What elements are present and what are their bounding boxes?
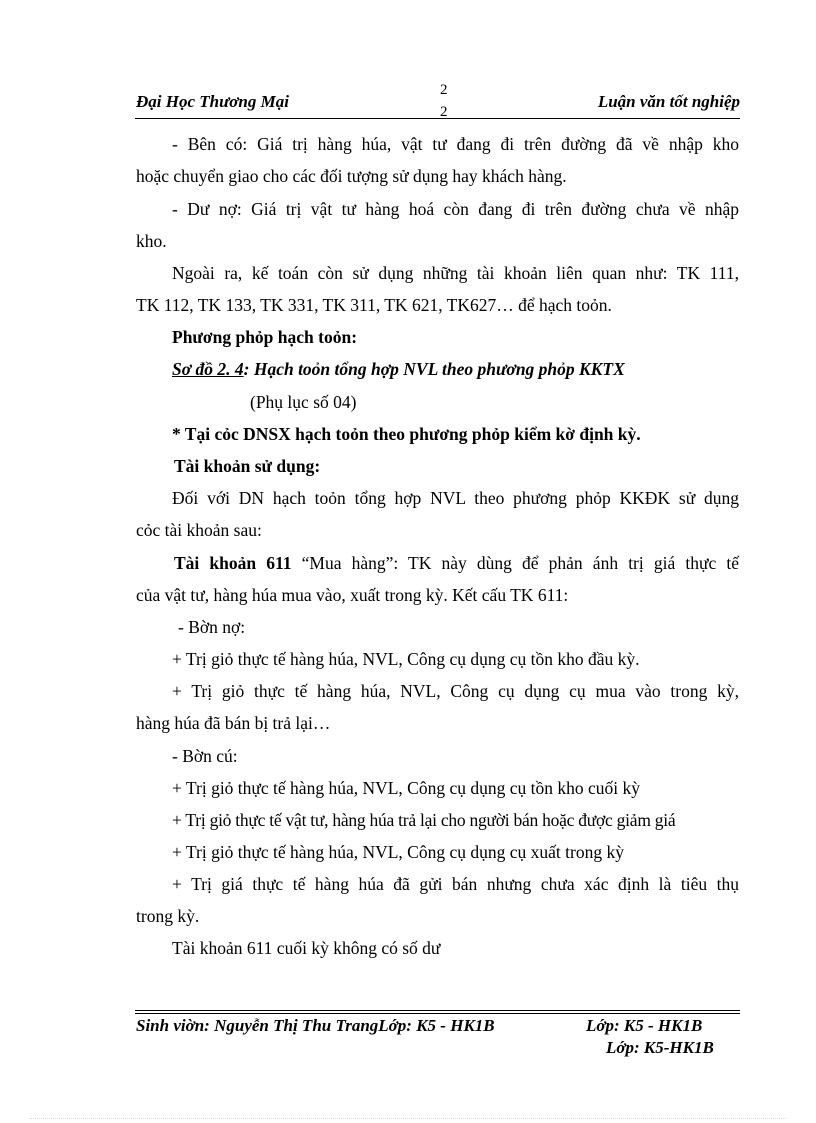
text-line: TK 112, TK 133, TK 331, TK 311, TK 621, TK627… để hạch toỏn. <box>136 295 612 315</box>
text-line: cỏc tài khoản sau: <box>136 520 262 540</box>
text-line: - Bờn nợ: <box>178 617 246 637</box>
section-heading: Phương phỏp hạch toỏn: <box>172 327 358 347</box>
text-line: - Bên có: Giá trị hàng húa, vật tư đang đi trên đường đã về nhập kho <box>172 134 739 154</box>
diagram-title: : Hạch toỏn tổng hợp NVL theo phương phỏp KKTX <box>243 359 625 379</box>
page-bottom-divider <box>30 1118 786 1119</box>
appendix-ref: (Phụ lục số 04) <box>250 392 357 412</box>
text-line: hoặc chuyển giao cho các đối tượng sử dụng hay khách hàng. <box>136 166 567 186</box>
section-heading: Tài khoản sử dụng: <box>174 456 321 476</box>
text-line: - Bờn cú: <box>172 746 238 766</box>
diagram-caption <box>136 353 739 385</box>
text-line: của vật tư, hàng húa mua vào, xuất trong kỳ. Kết cấu TK 611: <box>136 585 569 605</box>
footer-class: Lớp: K5 - HK1B <box>586 1016 703 1035</box>
page-number-top: 2 <box>440 82 448 98</box>
footer-class-repeat: Lớp: K5-HK1B <box>606 1038 714 1057</box>
diagram-ref: Sơ đồ 2. 4 <box>172 359 244 379</box>
footer-rule-bottom <box>135 1013 740 1014</box>
text-line: - Dư nợ: Giá trị vật tư hàng hoá còn đang đi trên đường chưa về nhập <box>172 199 739 219</box>
header-thesis-title: Luận văn tốt nghiệp <box>597 92 740 111</box>
text-line: kho. <box>136 231 167 251</box>
text-line: trong kỳ. <box>136 906 200 926</box>
page-number-bottom: 2 <box>440 104 448 120</box>
text-line: Ngoài ra, kế toán còn sử dụng những tài khoản liên quan như: TK 111, <box>172 263 739 283</box>
text-line: Tài khoản 611 “Mua hàng”: TK này dùng để phản ánh trị giá thực tế <box>174 553 739 573</box>
text-line: + Trị giỏ thực tế vật tư, hàng húa trả lại cho người bán hoặc được giảm giá <box>172 810 676 830</box>
section-heading: * Tại cỏc DNSX hạch toỏn theo phương phỏp kiểm kờ định kỳ. <box>172 424 641 444</box>
text-line: + Trị giỏ thực tế hàng húa, NVL, Công cụ dụng cụ mua vào trong kỳ, <box>172 681 739 701</box>
text-line: + Trị giỏ thực tế hàng húa, NVL, Công cụ dụng cụ tồn kho đầu kỳ. <box>172 649 640 669</box>
footer-student: Sinh viờn: Nguyễn Thị Thu TrangLớp: K5 - HK1B <box>136 1016 495 1035</box>
account-name: Tài khoản 611 <box>174 553 292 573</box>
text-line: + Trị giỏ thực tế hàng húa, NVL, Công cụ dụng cụ tồn kho cuối kỳ <box>172 778 640 798</box>
text-line: + Trị giỏ thực tế hàng húa, NVL, Công cụ dụng cụ xuất trong kỳ <box>172 842 624 862</box>
text-line: + Trị giá thực tế hàng húa đã gửi bán nhưng chưa xác định là tiêu thụ <box>172 874 739 894</box>
header-university: Đại Học Thương Mại <box>136 92 289 111</box>
text-line: Đối với DN hạch toỏn tổng hợp NVL theo phương phỏp KKĐK sử dụng <box>172 488 739 508</box>
header-rule <box>135 118 740 119</box>
footer-rule-top <box>135 1010 740 1011</box>
text-line: Tài khoản 611 cuối kỳ không có số dư <box>172 938 441 958</box>
text-line: hàng húa đã bán bị trả lại… <box>136 713 331 733</box>
